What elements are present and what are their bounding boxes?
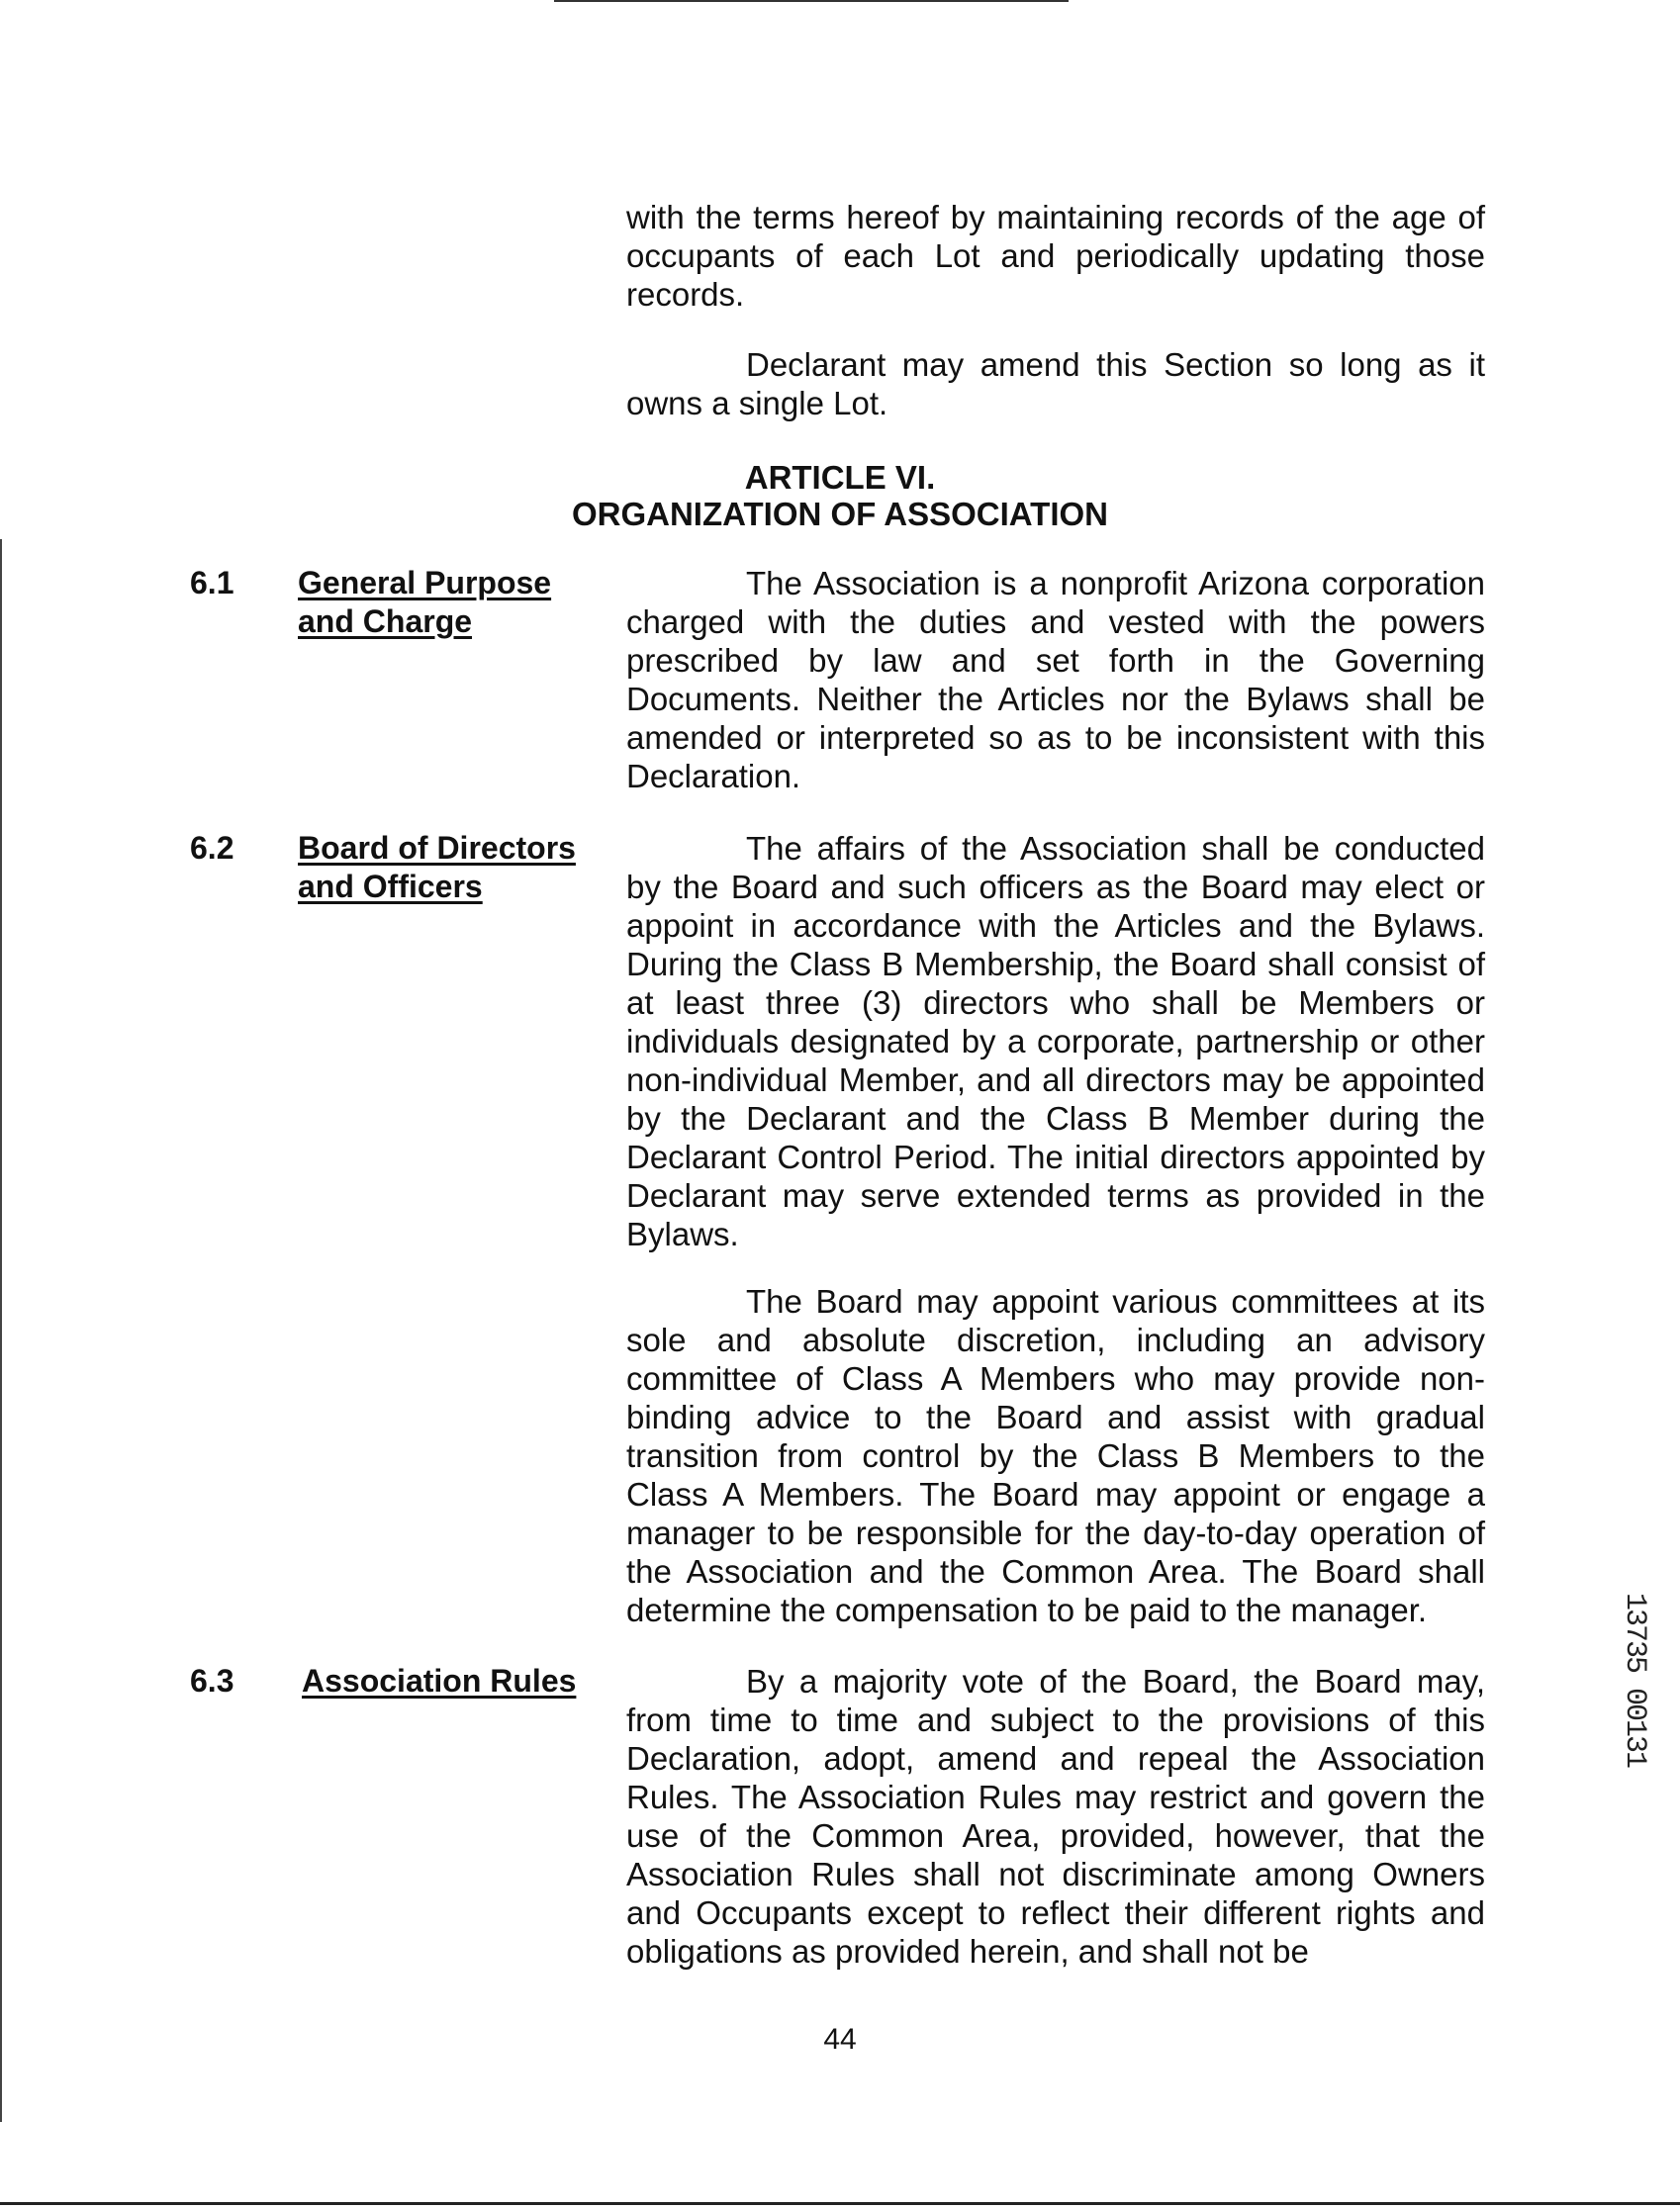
intro-paragraph-1: with the terms hereof by maintaining records of the age of occupants of each Lot and periodically updating those records.: [626, 199, 1485, 313]
section-6-1-paragraph: The Association is a nonprofit Arizona corporation charged with the duties and vested with the powers prescribed by law and set forth in the Governing Documents. Neither the Articles nor the Bylaws shall be amended or interpreted so as to be inconsistent with this Declaration.: [626, 565, 1485, 794]
section-6-3-title: [302, 1662, 576, 1701]
scan-edge-top: [554, 0, 1069, 2]
section-6-1-title: [298, 564, 551, 641]
section-6-1-title-line-1: General Purpose: [298, 565, 552, 600]
article-title: ORGANIZATION OF ASSOCIATION: [571, 496, 1109, 532]
section-6-2-paragraph-1: The affairs of the Association shall be conducted by the Board and such officers as the Board may elect or appoint in accordance with the Articles and the Bylaws. During the Class B Membership, the Board shall consist of at least three (3) directors who shall be Members or individuals designated by a corporate, partnership or other non-individual Member, and all directors may be appointed by the Declarant and the Class B Member during the Declarant Control Period. The initial directors appointed by Declarant may serve extended terms as provided in the Bylaws.: [626, 830, 1485, 1252]
recording-number: 13735 00131: [1618, 1593, 1651, 1768]
page-number: 44: [823, 2023, 857, 2056]
section-6-1-title-line-2: and Charge: [298, 603, 473, 639]
section-6-2-title-line-2: and Officers: [298, 869, 483, 904]
intro-paragraph-2: Declarant may amend this Section so long as it owns a single Lot.: [626, 346, 1485, 421]
section-6-2-paragraph-2: The Board may appoint various committees at its sole and absolute discretion, including an advisory committee of Class A Members who may provide non-binding advice to the Board and assist with gradual transition from control by the Class B Members to the Class A Members. The Board may appoint or engage a manager to be responsible for the day-to-day operation of the Association and the Common Area. The Board shall determine the compensation to be paid to the manager.: [626, 1283, 1485, 1628]
section-6-2-number: 6.2: [190, 830, 234, 866]
scan-edge-left: [0, 539, 2, 2122]
section-6-1-number: 6.1: [190, 565, 234, 600]
section-6-3-paragraph: By a majority vote of the Board, the Board may, from time to time and subject to the provisions of this Declaration, adopt, amend and repeal the Association Rules. The Association Rules may restrict and govern the use of the Common Area, provided, however, that the Association Rules shall not discriminate among Owners and Occupants except to reflect their different rights and obligations as provided herein, and shall not be: [626, 1663, 1485, 1970]
scan-edge-bottom: [0, 2202, 1680, 2205]
section-6-3-number: 6.3: [190, 1663, 234, 1699]
section-6-3-title-line-1: Association Rules: [302, 1663, 577, 1699]
section-6-2-title-line-1: Board of Directors: [298, 830, 576, 866]
section-6-2-title: [298, 829, 576, 906]
article-number: ARTICLE VI.: [744, 459, 936, 496]
